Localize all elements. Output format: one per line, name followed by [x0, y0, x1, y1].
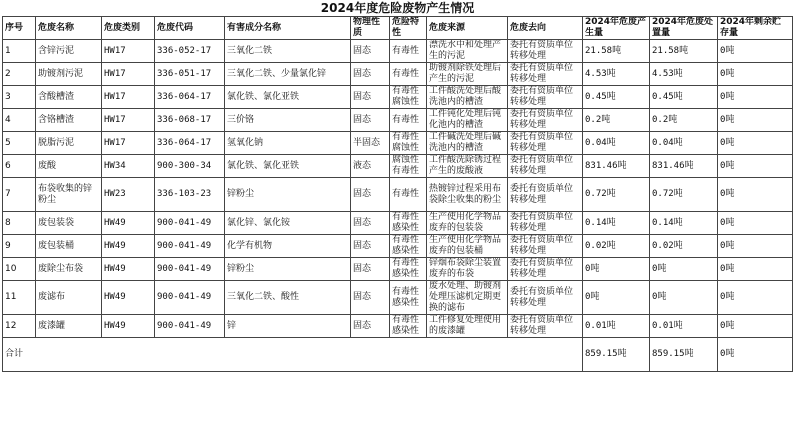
total-disposed: 859.15吨 [650, 338, 718, 372]
cell-source: 废水处理、助镀剂处理压滤机定期更换的滤布 [427, 281, 508, 315]
col-header-disposed: 2024年危废处置量 [650, 17, 718, 40]
cell-disposed: 0.01吨 [650, 315, 718, 338]
cell-generated: 0.01吨 [583, 315, 650, 338]
cell-stock: 0吨 [718, 63, 793, 86]
cell-no: 9 [3, 235, 36, 258]
cell-hazard: 有毒性 [390, 109, 427, 132]
cell-disposed: 0吨 [650, 281, 718, 315]
total-label: 合计 [3, 338, 583, 372]
cell-hazard: 有毒性 [390, 63, 427, 86]
cell-category: HW17 [102, 132, 155, 155]
cell-stock: 0吨 [718, 155, 793, 178]
cell-destination: 委托有资质单位转移处理 [508, 155, 583, 178]
cell-source: 助镀剂除铁处理后产生的污泥 [427, 63, 508, 86]
table-row [3, 178, 793, 212]
cell-stock: 0吨 [718, 86, 793, 109]
cell-code: 900-041-49 [155, 235, 225, 258]
cell-no: 2 [3, 63, 36, 86]
table-row [3, 281, 793, 315]
cell-hazard: 有毒性 腐蚀性 [390, 86, 427, 109]
cell-hazard: 有毒性 感染性 [390, 315, 427, 338]
cell-no: 8 [3, 212, 36, 235]
table-row [3, 86, 793, 109]
cell-name: 含铬槽渣 [36, 109, 102, 132]
cell-code: 900-041-49 [155, 281, 225, 315]
cell-category: HW49 [102, 281, 155, 315]
cell-category: HW49 [102, 315, 155, 338]
table-row [3, 132, 793, 155]
cell-destination: 委托有资质单位转移处理 [508, 315, 583, 338]
cell-generated: 21.58吨 [583, 40, 650, 63]
cell-destination: 委托有资质单位转移处理 [508, 281, 583, 315]
cell-no: 1 [3, 40, 36, 63]
cell-disposed: 831.46吨 [650, 155, 718, 178]
cell-source: 生产使用化学物品废弃的包装袋 [427, 212, 508, 235]
cell-hazard: 有毒性 感染性 [390, 258, 427, 281]
table-row [3, 212, 793, 235]
col-header-category: 危废类别 [102, 17, 155, 40]
cell-code: 900-041-49 [155, 315, 225, 338]
cell-disposed: 0.45吨 [650, 86, 718, 109]
cell-physical: 液态 [351, 155, 390, 178]
cell-name: 废包装桶 [36, 235, 102, 258]
cell-component: 锌 [225, 315, 351, 338]
cell-physical: 固态 [351, 86, 390, 109]
cell-component: 三氧化二铁 [225, 40, 351, 63]
cell-category: HW17 [102, 109, 155, 132]
cell-physical: 固态 [351, 235, 390, 258]
cell-stock: 0吨 [718, 109, 793, 132]
cell-destination: 委托有资质单位转移处理 [508, 178, 583, 212]
cell-stock: 0吨 [718, 235, 793, 258]
cell-component: 锌粉尘 [225, 258, 351, 281]
cell-category: HW49 [102, 258, 155, 281]
hazardous-waste-table [2, 16, 793, 372]
cell-generated: 0.02吨 [583, 235, 650, 258]
cell-generated: 831.46吨 [583, 155, 650, 178]
table-row [3, 109, 793, 132]
table-row [3, 235, 793, 258]
col-header-code: 危废代码 [155, 17, 225, 40]
cell-code: 900-041-49 [155, 212, 225, 235]
cell-no: 6 [3, 155, 36, 178]
cell-code: 336-052-17 [155, 40, 225, 63]
cell-generated: 4.53吨 [583, 63, 650, 86]
cell-code: 336-068-17 [155, 109, 225, 132]
cell-destination: 委托有资质单位转移处理 [508, 40, 583, 63]
cell-stock: 0吨 [718, 258, 793, 281]
col-header-generated: 2024年危废产生量 [583, 17, 650, 40]
cell-hazard: 有毒性 感染性 [390, 235, 427, 258]
table-row [3, 258, 793, 281]
cell-component: 化学有机物 [225, 235, 351, 258]
cell-component: 氯化锌、氯化铵 [225, 212, 351, 235]
table-row [3, 155, 793, 178]
cell-physical: 固态 [351, 109, 390, 132]
col-header-destination: 危废去向 [508, 17, 583, 40]
cell-source: 工件修复处理使用的废漆罐 [427, 315, 508, 338]
cell-generated: 0.45吨 [583, 86, 650, 109]
cell-no: 12 [3, 315, 36, 338]
cell-no: 5 [3, 132, 36, 155]
cell-name: 含锌污泥 [36, 40, 102, 63]
cell-name: 废漆罐 [36, 315, 102, 338]
cell-name: 废包装袋 [36, 212, 102, 235]
cell-disposed: 4.53吨 [650, 63, 718, 86]
cell-category: HW17 [102, 40, 155, 63]
total-generated: 859.15吨 [583, 338, 650, 372]
cell-generated: 0吨 [583, 281, 650, 315]
cell-generated: 0.04吨 [583, 132, 650, 155]
col-header-component: 有害成分名称 [225, 17, 351, 40]
cell-generated: 0.2吨 [583, 109, 650, 132]
cell-destination: 委托有资质单位转移处理 [508, 63, 583, 86]
cell-category: HW49 [102, 235, 155, 258]
col-header-name: 危废名称 [36, 17, 102, 40]
cell-hazard: 有毒性 感染性 [390, 212, 427, 235]
cell-physical: 半固态 [351, 132, 390, 155]
cell-name: 布袋收集的锌粉尘 [36, 178, 102, 212]
cell-code: 900-041-49 [155, 258, 225, 281]
cell-code: 336-064-17 [155, 132, 225, 155]
cell-source: 生产使用化学物品废弃的包装桶 [427, 235, 508, 258]
cell-destination: 委托有资质单位转移处理 [508, 212, 583, 235]
cell-disposed: 0.14吨 [650, 212, 718, 235]
cell-component: 锌粉尘 [225, 178, 351, 212]
header-row [3, 17, 793, 40]
cell-code: 336-051-17 [155, 63, 225, 86]
cell-generated: 0.14吨 [583, 212, 650, 235]
cell-stock: 0吨 [718, 281, 793, 315]
col-header-source: 危废来源 [427, 17, 508, 40]
cell-component: 氢氧化钠 [225, 132, 351, 155]
cell-physical: 固态 [351, 40, 390, 63]
cell-disposed: 0吨 [650, 258, 718, 281]
cell-component: 三价铬 [225, 109, 351, 132]
cell-source: 热镀锌过程采用布袋除尘收集的粉尘 [427, 178, 508, 212]
cell-category: HW17 [102, 63, 155, 86]
cell-physical: 固态 [351, 281, 390, 315]
cell-disposed: 0.04吨 [650, 132, 718, 155]
table-row [3, 315, 793, 338]
cell-hazard: 有毒性 [390, 178, 427, 212]
cell-code: 336-064-17 [155, 86, 225, 109]
cell-stock: 0吨 [718, 40, 793, 63]
cell-name: 脱脂污泥 [36, 132, 102, 155]
cell-disposed: 0.2吨 [650, 109, 718, 132]
cell-name: 助镀剂污泥 [36, 63, 102, 86]
cell-generated: 0.72吨 [583, 178, 650, 212]
cell-disposed: 0.02吨 [650, 235, 718, 258]
cell-disposed: 21.58吨 [650, 40, 718, 63]
cell-physical: 固态 [351, 63, 390, 86]
col-header-no: 序号 [3, 17, 36, 40]
cell-source: 工件碱洗处理后碱洗池内的槽渣 [427, 132, 508, 155]
col-header-stock: 2024年剩余贮存量 [718, 17, 793, 40]
cell-name: 废滤布 [36, 281, 102, 315]
cell-destination: 委托有资质单位转移处理 [508, 86, 583, 109]
page-title: 2024年度危险废物产生情况 [320, 1, 475, 15]
cell-hazard: 腐蚀性 有毒性 [390, 155, 427, 178]
cell-source: 工件酸洗除锈过程产生的废酸液 [427, 155, 508, 178]
cell-stock: 0吨 [718, 178, 793, 212]
cell-physical: 固态 [351, 178, 390, 212]
cell-no: 11 [3, 281, 36, 315]
cell-component: 氯化铁、氯化亚铁 [225, 155, 351, 178]
cell-stock: 0吨 [718, 315, 793, 338]
table-row [3, 40, 793, 63]
cell-physical: 固态 [351, 315, 390, 338]
cell-no: 7 [3, 178, 36, 212]
col-header-hazard: 危险特性 [390, 17, 427, 40]
cell-source: 锌烟布袋除尘装置废弃的布袋 [427, 258, 508, 281]
cell-source: 工件酸洗处理后酸洗池内的槽渣 [427, 86, 508, 109]
cell-physical: 固态 [351, 258, 390, 281]
cell-source: 漂洗水中和处理产生的污泥 [427, 40, 508, 63]
cell-destination: 委托有资质单位转移处理 [508, 109, 583, 132]
cell-physical: 固态 [351, 212, 390, 235]
cell-category: HW34 [102, 155, 155, 178]
cell-name: 废酸 [36, 155, 102, 178]
cell-hazard: 有毒性 [390, 40, 427, 63]
cell-category: HW17 [102, 86, 155, 109]
cell-destination: 委托有资质单位转移处理 [508, 132, 583, 155]
cell-category: HW23 [102, 178, 155, 212]
table-row [3, 63, 793, 86]
cell-source: 工件钝化处理后钝化池内的槽渣 [427, 109, 508, 132]
cell-stock: 0吨 [718, 212, 793, 235]
cell-hazard: 有毒性 感染性 [390, 281, 427, 315]
cell-name: 废除尘布袋 [36, 258, 102, 281]
cell-no: 4 [3, 109, 36, 132]
cell-code: 336-103-23 [155, 178, 225, 212]
cell-hazard: 有毒性 腐蚀性 [390, 132, 427, 155]
cell-destination: 委托有资质单位转移处理 [508, 258, 583, 281]
total-stock: 0吨 [718, 338, 793, 372]
cell-stock: 0吨 [718, 132, 793, 155]
cell-disposed: 0.72吨 [650, 178, 718, 212]
cell-destination: 委托有资质单位转移处理 [508, 235, 583, 258]
cell-generated: 0吨 [583, 258, 650, 281]
cell-no: 3 [3, 86, 36, 109]
cell-category: HW49 [102, 212, 155, 235]
col-header-physical: 物理性质 [351, 17, 390, 40]
cell-name: 含酸槽渣 [36, 86, 102, 109]
cell-code: 900-300-34 [155, 155, 225, 178]
cell-component: 三氧化二铁、少量氯化锌 [225, 63, 351, 86]
total-row [3, 338, 793, 372]
cell-component: 三氧化二铁、酸性 [225, 281, 351, 315]
cell-no: 10 [3, 258, 36, 281]
cell-component: 氯化铁、氯化亚铁 [225, 86, 351, 109]
